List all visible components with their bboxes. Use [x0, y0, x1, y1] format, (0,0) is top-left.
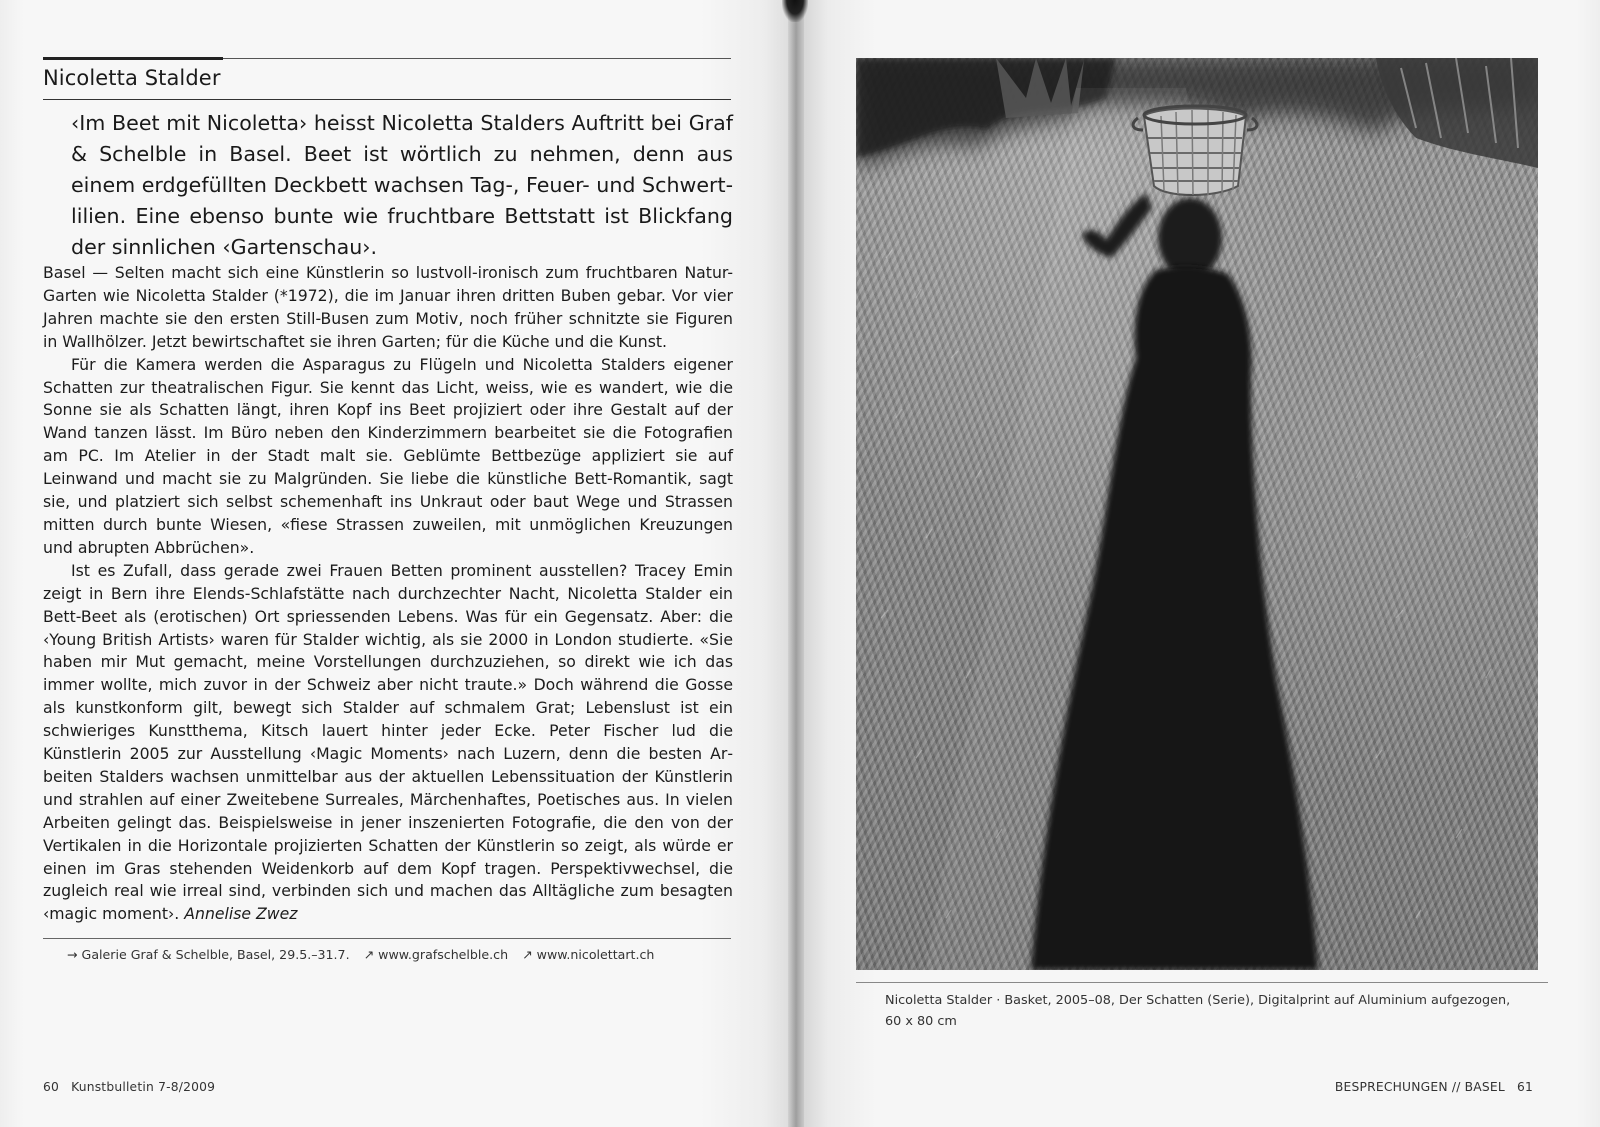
- article-title: Nicoletta Stalder: [43, 66, 221, 90]
- gallery-link[interactable]: ↗ www.grafschelble.ch: [363, 947, 509, 962]
- artwork-photo: [856, 58, 1538, 970]
- page-number: 60: [43, 1080, 60, 1094]
- header-rule-accent: [43, 57, 223, 60]
- author-name: Annelise Zwez: [184, 904, 298, 924]
- page-number: 61: [1516, 1080, 1533, 1094]
- footnote-rule: [43, 938, 731, 939]
- exhibition-venue: → Galerie Graf & Schelble, Basel, 29.5.–31.7.: [67, 947, 350, 962]
- body-paragraph-text: Ist es Zufall, dass gerade zwei Frauen Betten prominent ausstellen? Tracey Emin zeigt in Bern ihre Elends-Schlafstätte nach durchzechter Nacht, Nicoletta Stalder ein Bett-Beet als (erotischen) Ort spriessenden Lebens. Was für ein Gegensatz. Aber: die ‹Young British Artists› waren für Stalder wichtig, als sie 2000 in London studierte. «Sie haben mir Mut gemacht, meine Vorstellungen durchzuziehen, so direkt wie ich das immer wollte, mich zuvor in der Schweiz aber nicht traute.» Doch während die Gosse als kunstkonform gilt, bewegt sich Stalder auf schmalem Grat; Lebenslust ist ein schwieriges Kunstthema, Kitsch lauert hinter jeder Ecke. Peter Fischer lud die Künstlerin 2005 zur Ausstellung ‹Magic Moments› nach Luzern, denn die besten Arbeiten Stalders wachsen unmittelbar aus der aktuellen Lebenssituation der Künstlerin und strahlen auf einer Zweitebene Surreales, Märchenhaftes, Poetisches aus. In vielen Arbeiten gelingt das. Beispielsweise in jener inszenierten Fotografie, die den von der Vertikalen in die Horizontale projizierten Schatten der Künstlerin so zeigt, als würde er einen im Gras stehenden Weidenkorb auf dem Kopf tragen. Perspektivwechsel, die zugleich real wie irreal sind, verbinden sich und machen das Alltägliche zum besagten ‹magic moment›.: [43, 560, 733, 924]
- body-paragraph: [43, 560, 733, 927]
- body-paragraph: Basel — Selten macht sich eine Künstlerin so lustvoll-ironisch zum fruchtbaren Natur-Garten wie Nicoletta Stalder (*1972), die im Januar ihren dritten Buben gebar. Vor vier Jahren machte sie den ersten Still-Busen zum Motiv, noch früher schnitzte sie Figuren in Wallhölzer. Jetzt bewirtschaftet sie ihren Garten; für die Küche und die Kunst.: [43, 263, 733, 351]
- title-rule: [43, 99, 731, 100]
- section-name: BESPRECHUNGEN // BASEL: [1334, 1080, 1505, 1094]
- publication-name: Kunstbulletin 7-8/2009: [71, 1080, 216, 1094]
- exhibition-info: [67, 947, 654, 962]
- book-gutter: [788, 0, 804, 1127]
- folio-left: [43, 1080, 215, 1094]
- photo-caption: Nicoletta Stalder · Basket, 2005–08, Der Schatten (Serie), Digitalprint auf Aluminium aufgezogen, 60 x 80 cm: [885, 993, 1511, 1029]
- caption-rule: [856, 982, 1548, 983]
- article-body: [43, 262, 733, 926]
- artist-link[interactable]: ↗ www.nicolettart.ch: [522, 947, 655, 962]
- body-paragraph: Für die Kamera werden die Asparagus zu Flügeln und Nicoletta Stalders eigener Schatten zur theatralischen Figur. Sie kennt das Licht, weiss, wie es wandert, wie die Sonne sie als Schatten längt, ihren Kopf ins Beet projiziert oder ihre Gestalt auf der Wand tanzen lässt. Im Büro neben den Kinderzimmern bearbeitet sie die Fotografien am PC. Im Atelier in der Stadt malt sie. Geblümte Bettbezüge appliziert sie auf Leinwand und macht sie zu Malgründen. Sie liebe die künstliche Bett-Romantik, sagt sie, und platziert sich selbst schemenhaft ins Unkraut oder baut Wege und Strassen mitten durch bunte Wiesen, «fiese Strassen zuweilen, mit unmöglichen Kreuzungen und abrupten Abbrüchen».: [43, 354, 733, 557]
- article-lead: ‹Im Beet mit Nicoletta› heisst Nicoletta Stalders Auftritt bei Graf & Schelble in Basel. Beet ist wörtlich zu nehmen, denn aus einem erdgefüllten Deckbett wachsen Tag-, Feuer- und Schwertlilien. Eine ebenso bunte wie fruchtbare Bettstatt ist Blickfang der sinnlichen ‹Gartenschau›.: [71, 111, 733, 259]
- folio-right: [1335, 1080, 1533, 1094]
- gutter-shadow: [782, 0, 808, 22]
- basket-shadow-photo: [856, 58, 1538, 970]
